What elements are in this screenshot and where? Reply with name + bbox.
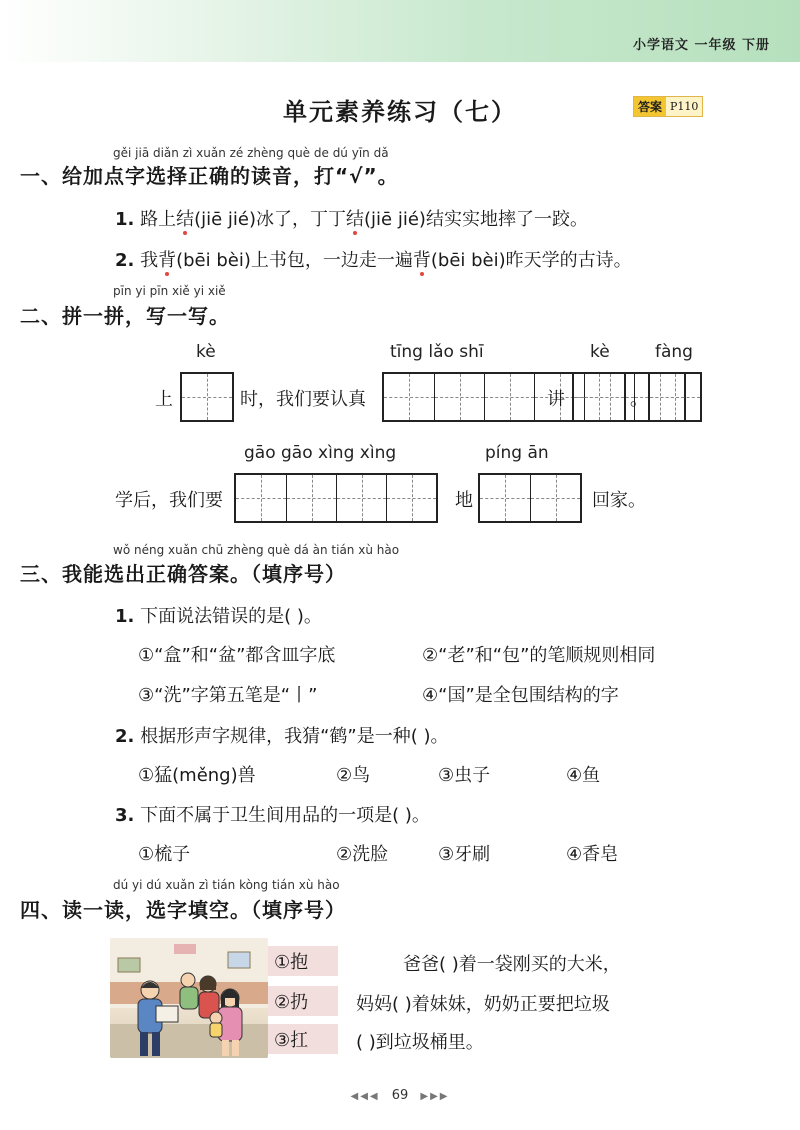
q-number: 2. bbox=[115, 726, 135, 747]
prev-arrows: ◀◀◀ bbox=[350, 1091, 380, 1102]
q-text: (jiē jié)冰了，丁丁 bbox=[194, 209, 347, 230]
sentence-line-1: 爸爸( )着一袋刚买的大米， bbox=[403, 954, 621, 975]
q-number: 2. bbox=[115, 250, 135, 271]
row1-pinyin-1: kè bbox=[196, 342, 216, 362]
answer-badge[interactable] bbox=[633, 96, 703, 117]
row2-pinyin-2: píng ān bbox=[485, 443, 549, 463]
write-box[interactable] bbox=[572, 372, 626, 422]
row1-pinyin-3: kè bbox=[590, 342, 610, 362]
section1-pinyin: gěi jiā diǎn zì xuǎn zé zhèng què de dú yīn dǎ bbox=[113, 146, 389, 160]
section4-heading: 四、读一读，选字填空。（填序号） bbox=[20, 898, 346, 922]
dotted-char: 结 bbox=[176, 209, 195, 230]
q-text: (jiē jié)结实实地摔了一跤。 bbox=[364, 209, 588, 230]
q-text: (bēi bèi)昨天学的古诗。 bbox=[430, 250, 632, 271]
option[interactable]: ①猛(měng)兽 bbox=[138, 765, 256, 786]
row1-text-4: 。 bbox=[630, 389, 648, 410]
write-box[interactable] bbox=[478, 473, 582, 523]
option[interactable]: ④鱼 bbox=[566, 765, 601, 786]
section1-q1 bbox=[115, 205, 588, 231]
q-number: 1. bbox=[115, 606, 135, 627]
option[interactable]: ④香皂 bbox=[566, 844, 619, 865]
row1-text-3: 讲 bbox=[547, 389, 565, 410]
section3-q1 bbox=[115, 602, 322, 628]
row2-pinyin-1: gāo gāo xìng xìng bbox=[244, 443, 397, 463]
section4-pinyin: dú yi dú xuǎn zì tián kòng tián xù hào bbox=[113, 878, 340, 892]
option[interactable]: ②鸟 bbox=[336, 765, 371, 786]
option[interactable]: ②洗脸 bbox=[336, 844, 389, 865]
section2-pinyin: pīn yi pīn xiě yi xiě bbox=[113, 284, 226, 298]
q-text: 下面说法错误的是( )。 bbox=[140, 606, 322, 627]
q-text: 路上 bbox=[140, 209, 177, 230]
page-number: 69 bbox=[391, 1088, 409, 1103]
sentence-line-2: 妈妈( )着妹妹，奶奶正要把垃圾 bbox=[356, 994, 610, 1015]
row1-text-1: 上 bbox=[155, 389, 173, 410]
sentence-line-3: ( )到垃圾桶里。 bbox=[356, 1032, 484, 1053]
header-label: 小学语文 一年级 下册 bbox=[632, 38, 770, 53]
choice-2[interactable]: ②扔 bbox=[268, 986, 338, 1016]
row1-pinyin-2: tīng lǎo shī bbox=[390, 342, 484, 362]
choice-1[interactable]: ①抱 bbox=[268, 946, 338, 976]
q-text: 根据形声字规律，我猜“鹤”是一种( )。 bbox=[140, 726, 449, 747]
answer-page: P110 bbox=[670, 100, 699, 113]
section1-q2 bbox=[115, 246, 632, 272]
option[interactable]: ③虫子 bbox=[438, 765, 491, 786]
section1-heading: 一、给加点字选择正确的读音，打“√”。 bbox=[20, 164, 399, 188]
row2-text-2: 地 bbox=[455, 490, 473, 511]
option[interactable]: ②“老”和“包”的笔顺规则相同 bbox=[422, 645, 656, 666]
option[interactable]: ①梳子 bbox=[138, 844, 191, 865]
dotted-char: 结 bbox=[346, 209, 365, 230]
next-arrows: ▶▶▶ bbox=[420, 1091, 450, 1102]
q-number: 3. bbox=[115, 805, 135, 826]
dotted-char: 背 bbox=[158, 250, 177, 271]
row1-text-2: 时，我们要认真 bbox=[240, 389, 366, 410]
section2-heading: 二、拼一拼，写一写。 bbox=[20, 304, 230, 328]
page-title: 单元素养练习（七） bbox=[283, 98, 517, 126]
option[interactable]: ③“洗”字第五笔是“丨” bbox=[138, 685, 318, 706]
q-text: 我 bbox=[140, 250, 159, 271]
choice-3[interactable]: ③扛 bbox=[268, 1024, 338, 1054]
write-box[interactable] bbox=[234, 473, 438, 523]
write-box[interactable] bbox=[180, 372, 234, 422]
q-number: 1. bbox=[115, 209, 135, 230]
family-illustration-svg bbox=[110, 938, 268, 1058]
row1-pinyin-4: fàng bbox=[655, 342, 693, 362]
section3-heading: 三、我能选出正确答案。（填序号） bbox=[20, 562, 346, 586]
row2-text-1: 学后，我们要 bbox=[115, 490, 223, 511]
option[interactable]: ①“盒”和“盆”都含皿字底 bbox=[138, 645, 336, 666]
dotted-char: 背 bbox=[412, 250, 431, 271]
page-footer bbox=[0, 1088, 800, 1103]
write-box[interactable] bbox=[648, 372, 702, 422]
section3-q3 bbox=[115, 801, 430, 827]
option[interactable]: ④“国”是全包围结构的字 bbox=[422, 685, 619, 706]
q-text: 下面不属于卫生间用品的一项是( )。 bbox=[140, 805, 430, 826]
row2-text-3: 回家。 bbox=[592, 490, 646, 511]
answer-label: 答案 bbox=[634, 97, 666, 116]
option[interactable]: ③牙刷 bbox=[438, 844, 491, 865]
section3-pinyin: wǒ néng xuǎn chū zhèng què dá àn tián xù hào bbox=[113, 543, 400, 557]
family-illustration bbox=[110, 938, 268, 1058]
q-text: (bēi bèi)上书包，一边走一遍 bbox=[176, 250, 413, 271]
section3-q2 bbox=[115, 722, 449, 748]
